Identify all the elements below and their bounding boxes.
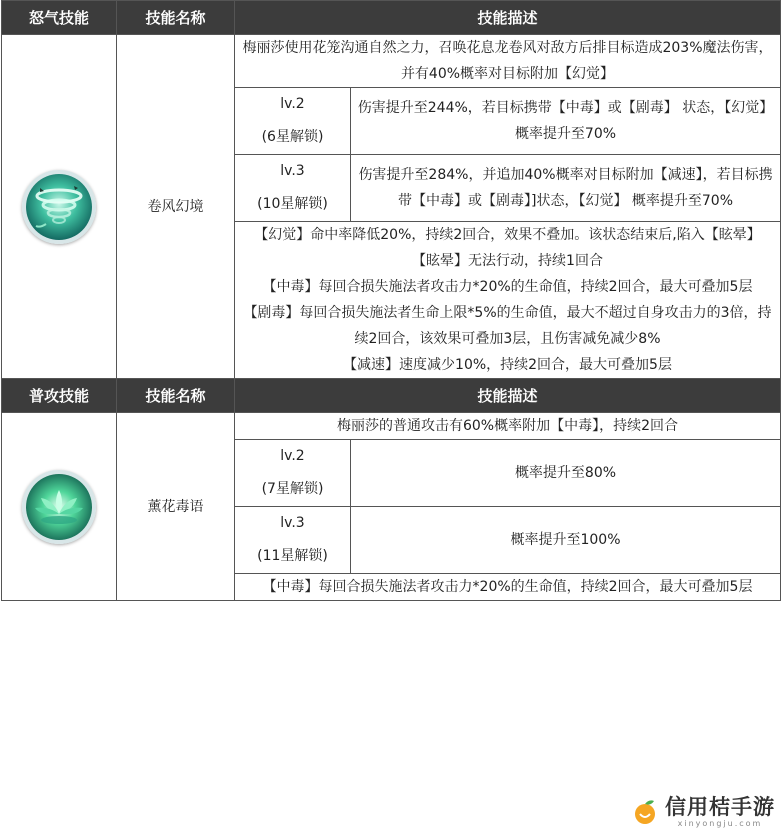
rage-note-stun: 【眩晕】无法行动，持续1回合 xyxy=(412,253,603,269)
rage-header-row xyxy=(2,1,781,35)
normal-lv2-label: lv.2 xyxy=(280,448,305,464)
normal-lv2-cell xyxy=(235,440,351,507)
normal-base-row xyxy=(2,413,781,440)
normal-lv3-desc: 概率提升至100% xyxy=(351,507,781,574)
rage-skill-name: 卷风幻境 xyxy=(117,35,235,379)
normal-lv3-cell xyxy=(235,507,351,574)
rage-base-row xyxy=(2,35,781,88)
rage-note-illusion: 【幻觉】命中率降低20%，持续2回合，效果不叠加。该状态结束后,陷入【眩晕】 xyxy=(254,227,761,243)
orange-logo-icon xyxy=(631,798,659,826)
rage-col-header-type: 怒气技能 xyxy=(2,1,117,35)
rage-base-desc: 梅丽莎使用花笼沟通自然之力，召唤花息龙卷风对敌方后排目标造成203%魔法伤害，并有40%概率对目标附加【幻觉】 xyxy=(235,35,781,88)
normal-note-poison: 【中毒】每回合损失施法者攻击力*20%的生命值，持续2回合，最大可叠加5层 xyxy=(262,579,753,595)
rage-lv2-unlock: (6星解锁) xyxy=(261,129,324,145)
normal-skill-name: 薰花毒语 xyxy=(117,413,235,601)
lotus-icon xyxy=(22,470,96,544)
watermark-url: xinyongju.com xyxy=(677,819,763,828)
normal-lv3-label: lv.3 xyxy=(280,515,305,531)
rage-col-header-name: 技能名称 xyxy=(117,1,235,35)
normal-lv2-unlock: (7星解锁) xyxy=(261,481,324,497)
normal-col-header-name: 技能名称 xyxy=(117,379,235,413)
rage-lv2-cell xyxy=(235,88,351,155)
normal-lv2-desc: 概率提升至80% xyxy=(351,440,781,507)
rage-note-poison: 【中毒】每回合损失施法者攻击力*20%的生命值，持续2回合，最大可叠加5层 xyxy=(262,279,753,295)
rage-icon-cell xyxy=(2,35,117,379)
rage-col-header-desc: 技能描述 xyxy=(235,1,781,35)
rage-lv3-desc: 伤害提升至284%，并追加40%概率对目标附加【减速】，若目标携带【中毒】或【剧毒】]状态，【幻觉】 概率提升至70% xyxy=(351,155,781,222)
rage-lv2-label: lv.2 xyxy=(280,96,305,112)
skill-table xyxy=(1,0,781,601)
rage-notes-cell xyxy=(235,222,781,379)
rage-lv3-cell xyxy=(235,155,351,222)
rage-lv2-desc: 伤害提升至244%，若目标携带【中毒】或【剧毒】 状态，【幻觉】概率提升至70% xyxy=(351,88,781,155)
normal-col-header-desc: 技能描述 xyxy=(235,379,781,413)
watermark xyxy=(631,795,775,828)
normal-lv3-unlock: (11星解锁) xyxy=(257,548,328,564)
rage-note-slow: 【减速】速度减少10%，持续2回合，最大可叠加5层 xyxy=(343,357,672,373)
rage-note-toxin: 【剧毒】每回合损失施法者生命上限*5%的生命值，最大不超过自身攻击力的3倍，持续2回合，该效果可叠加3层，且伤害减免减少8% xyxy=(243,305,772,347)
rage-lv3-unlock: (10星解锁) xyxy=(257,196,328,212)
normal-icon-cell xyxy=(2,413,117,601)
rage-lv3-label: lv.3 xyxy=(280,163,305,179)
normal-base-desc: 梅丽莎的普通攻击有60%概率附加【中毒】，持续2回合 xyxy=(235,413,781,440)
whirlwind-icon xyxy=(22,170,96,244)
normal-notes-cell xyxy=(235,574,781,601)
watermark-text: 信用桔手游 xyxy=(665,795,775,819)
normal-header-row xyxy=(2,379,781,413)
normal-col-header-type: 普攻技能 xyxy=(2,379,117,413)
